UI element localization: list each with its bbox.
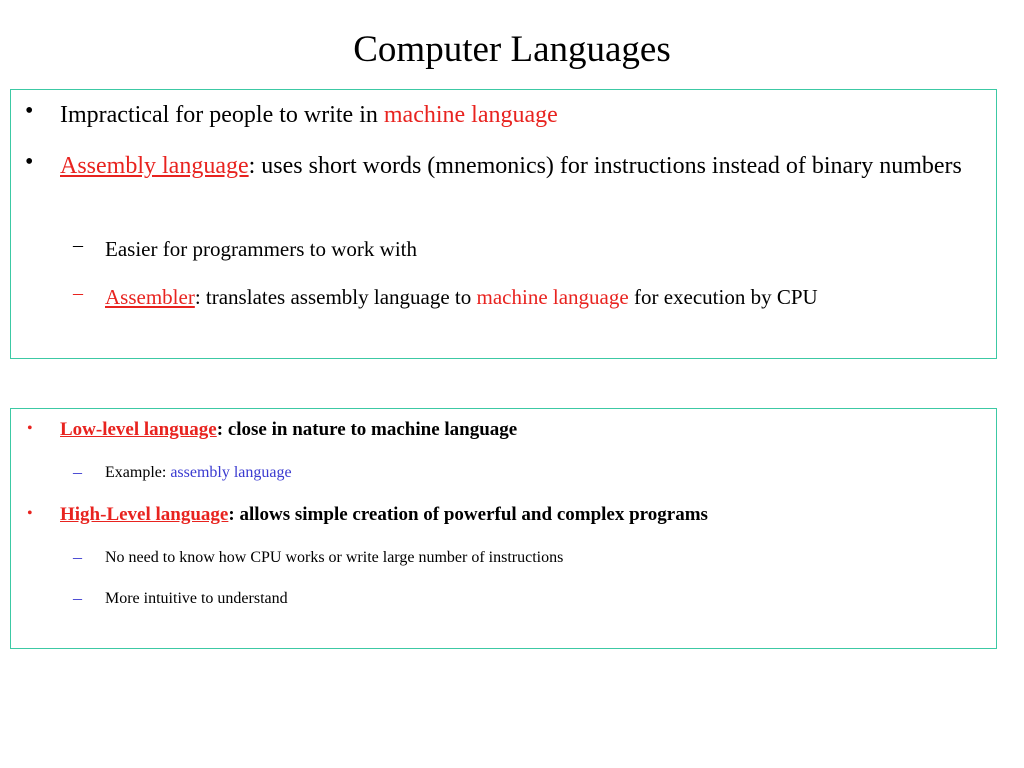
subbullet-text xyxy=(105,282,986,312)
bullet-text-part: : translates assembly language to xyxy=(194,285,477,309)
example-term: assembly language xyxy=(170,464,292,481)
highlight-term: machine language xyxy=(476,285,629,309)
bullet-text-part: : uses short words (mnemonics) for instructions instead of binary numbers xyxy=(248,153,962,179)
bullet-text-part: for execution by CPU xyxy=(628,285,818,309)
subbullet-text: More intuitive to understand xyxy=(105,590,288,607)
term-link[interactable]: Assembler xyxy=(105,285,195,309)
bullet-text-part: : allows simple creation of powerful and complex programs xyxy=(228,504,708,525)
bullet-marker: • xyxy=(25,98,34,124)
subbullet-marker: – xyxy=(73,234,83,256)
slide-title: Computer Languages xyxy=(353,29,671,70)
term-link[interactable]: Assembly language xyxy=(60,153,249,179)
bullet-marker: • xyxy=(27,420,33,437)
term-link[interactable]: Low-level language xyxy=(60,419,217,440)
content-box-assembly xyxy=(10,89,997,359)
bullet-text-part: Example: xyxy=(105,464,171,481)
highlight-term: machine language xyxy=(383,102,558,128)
subbullet-text xyxy=(105,462,292,484)
subbullet-text: Easier for programmers to work with xyxy=(105,237,417,261)
bullet-text xyxy=(60,503,708,527)
bullet-text xyxy=(60,149,966,183)
subbullet-marker: – xyxy=(73,588,82,608)
bullet-text-part: Impractical for people to write in xyxy=(60,102,384,128)
bullet-text xyxy=(60,418,517,442)
term-link[interactable]: High-Level language xyxy=(60,504,229,525)
subbullet-marker: – xyxy=(73,282,83,304)
bullet-text xyxy=(60,98,966,132)
subbullet-marker: – xyxy=(73,462,82,482)
subbullet-text: No need to know how CPU works or write large number of instructions xyxy=(105,549,564,566)
bullet-marker: • xyxy=(27,505,33,522)
content-box-language-levels xyxy=(10,408,997,649)
bullet-marker: • xyxy=(25,149,34,175)
subbullet-marker: – xyxy=(73,547,82,567)
bullet-text-part: : close in nature to machine language xyxy=(216,419,518,440)
